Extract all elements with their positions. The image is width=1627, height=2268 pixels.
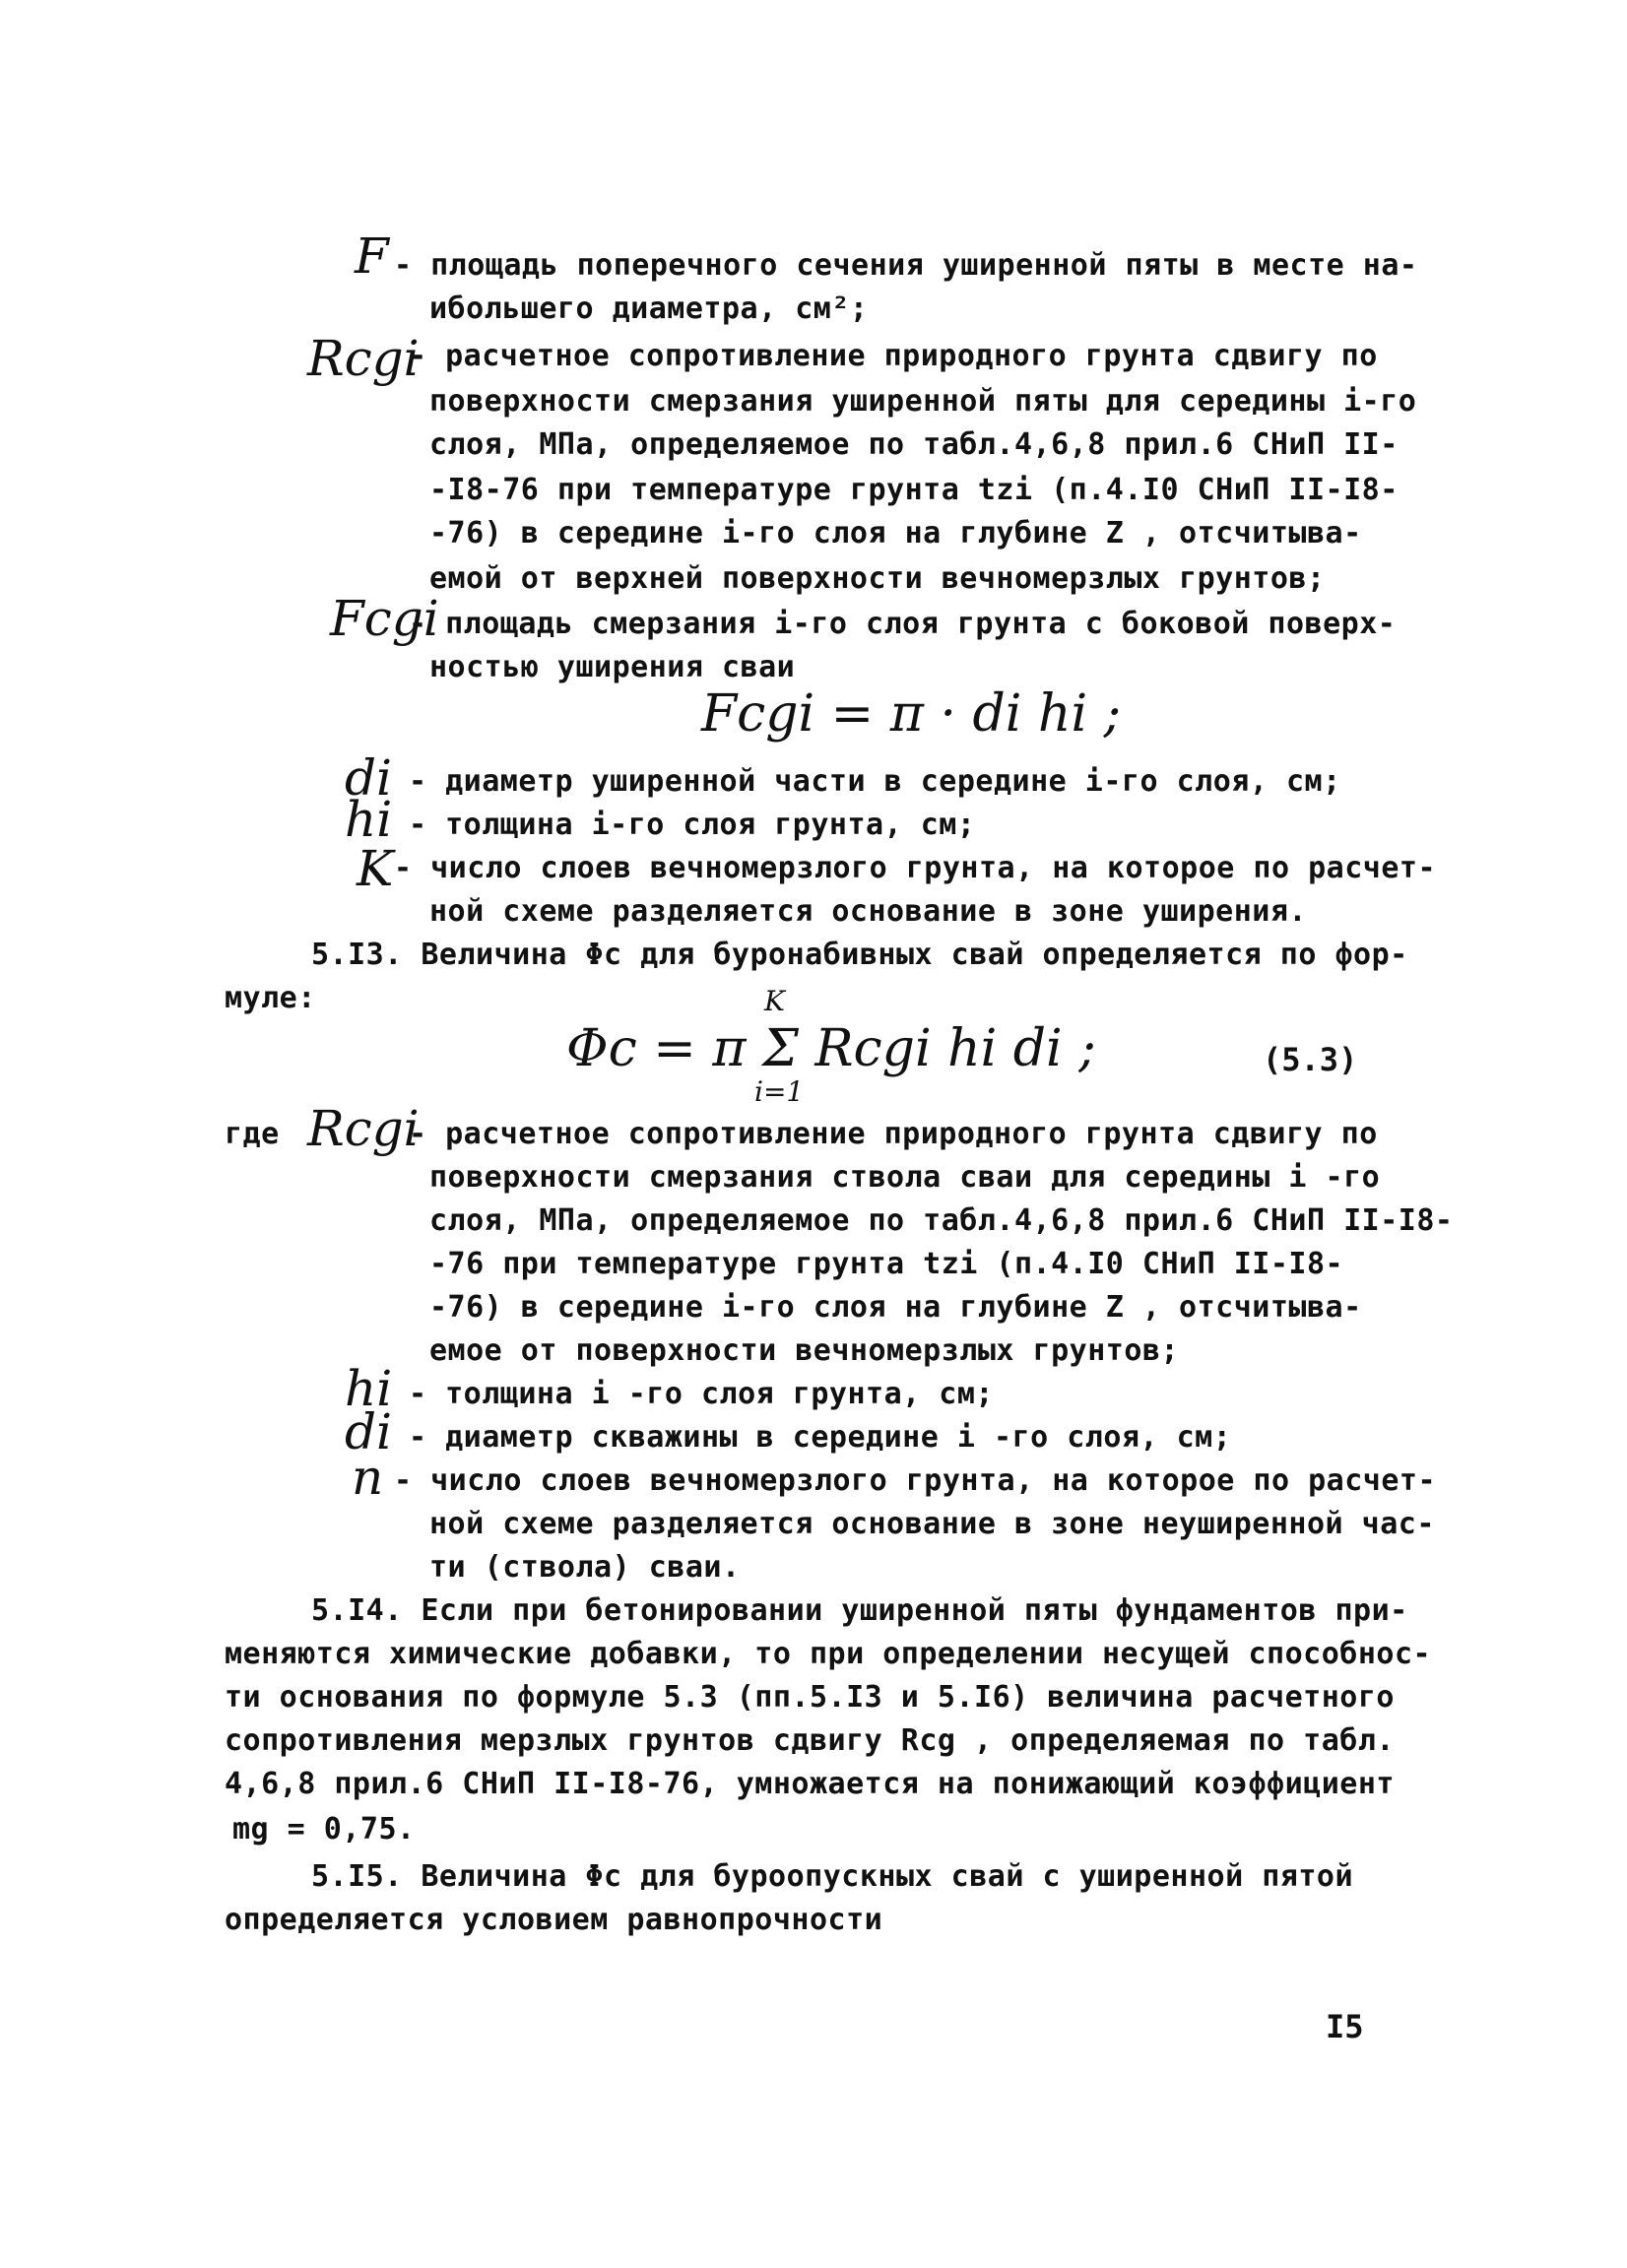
symbol-n: n <box>352 1449 384 1506</box>
definition-text: емой от верхней поверхности вечномерзлых грунтов; <box>429 561 1326 596</box>
equation-number: (5.3) <box>1263 1041 1358 1078</box>
definition-text: поверхности смерзания ствола сваи для середины i -го <box>429 1160 1381 1195</box>
paragraph-5-13-cont: муле: <box>225 981 316 1015</box>
definition-text: ной схеме разделяется основание в зоне уширения. <box>429 894 1307 929</box>
paragraph-5-14: 5.I4. Если при бетонировании уширенной пяты фундаментов при- <box>311 1593 1408 1628</box>
definition-text: -I8-76 при температуре грунта tzi (п.4.I0 СНиП II-I8- <box>429 473 1399 507</box>
paragraph-5-13: 5.I3. Величина Φc для буронабивных свай определяется по фор- <box>311 938 1408 972</box>
definition-text: -76) в середине i-го слоя на глубине Z , отсчитыва- <box>429 1290 1362 1325</box>
paragraph-5-14-line: ти основания по формуле 5.3 (пп.5.I3 и 5.I6) величина расчетного <box>225 1680 1395 1715</box>
symbol-f: F <box>355 227 389 285</box>
definition-text: ной схеме разделяется основание в зоне неуширенной час- <box>429 1507 1435 1541</box>
definition-text: поверхности смерзания уширенной пяты для середины i-го <box>429 384 1417 419</box>
definition-text: емое от поверхности вечномерзлых грунтов; <box>429 1333 1180 1368</box>
definition-text: - расчетное сопротивление природного грунта сдвигу по <box>409 1117 1378 1151</box>
definition-text: - расчетное сопротивление природного грунта сдвигу по <box>409 339 1378 373</box>
paragraph-5-15: 5.I5. Величина Φc для буроопускных свай с уширенной пятой <box>311 1859 1354 1894</box>
definition-text: -76 при температуре грунта tzi (п.4.I0 СНиП II-I8- <box>429 1247 1344 1281</box>
symbol-rcgi: Rcgi <box>307 330 420 387</box>
paragraph-5-14-line: 4,6,8 прил.6 СНиП II-I8-76, умножается на понижающий коэффициент <box>225 1767 1395 1801</box>
definition-text: - число слоев вечномерзлого грунта, на которое по расчет- <box>394 851 1437 885</box>
definition-text: слоя, МПа, определяемое по табл.4,6,8 прил.6 СНиП II- <box>429 427 1399 462</box>
symbol-di: di <box>345 749 392 807</box>
definition-text: - площадь смерзания i-го слоя грунта с боковой поверх- <box>409 607 1397 641</box>
paragraph-5-14-line: mg = 0,75. <box>232 1812 416 1847</box>
symbol-di: di <box>345 1403 392 1460</box>
sum-upper-limit: K <box>764 985 785 1017</box>
symbol-k: K <box>357 840 394 897</box>
paragraph-5-14-line: меняются химические добавки, то при определении несущей способнос- <box>225 1637 1432 1671</box>
definition-text: ностью уширения сваи <box>429 650 796 684</box>
symbol-rcgi: Rcgi <box>307 1100 420 1157</box>
definition-text: ибольшего диаметра, см²; <box>429 292 869 326</box>
definition-text: - толщина i-го слоя грунта, см; <box>409 808 976 842</box>
paragraph-5-15-line: определяется условием равнопрочности <box>225 1903 883 1937</box>
definition-text: - площадь поперечного сечения уширенной пяты в месте на- <box>394 248 1418 283</box>
formula-area: Fcgi = π · di hi ; <box>701 684 1122 744</box>
definition-text: - число слоев вечномерзлого грунта, на которое по расчет- <box>394 1463 1437 1498</box>
paragraph-5-14-line: сопротивления мерзлых грунтов сдвигу Rcg , определяемая по табл. <box>225 1723 1395 1758</box>
sum-lower-limit: i=1 <box>754 1075 805 1108</box>
symbol-hi: hi <box>345 791 393 848</box>
definition-text: - толщина i -го слоя грунта, см; <box>409 1377 994 1411</box>
where-label: где <box>225 1117 280 1151</box>
definition-text: слоя, МПа, определяемое по табл.4,6,8 прил.6 СНиП II-I8- <box>429 1203 1454 1238</box>
symbol-fcgi: Fcgi <box>330 590 439 647</box>
definition-text: - диаметр скважины в середине i -го слоя, см; <box>409 1420 1232 1455</box>
symbol-hi: hi <box>345 1360 393 1417</box>
formula-main: Φc = π Σ Rcgi hi di ; <box>566 1019 1096 1078</box>
page-number: I5 <box>1326 2008 1364 2045</box>
definition-text: -76) в середине i-го слоя на глубине Z , отсчитыва- <box>429 516 1362 551</box>
definition-text: ти (ствола) сваи. <box>429 1550 741 1585</box>
definition-text: - диаметр уширенной части в середине i-го слоя, см; <box>409 764 1341 799</box>
